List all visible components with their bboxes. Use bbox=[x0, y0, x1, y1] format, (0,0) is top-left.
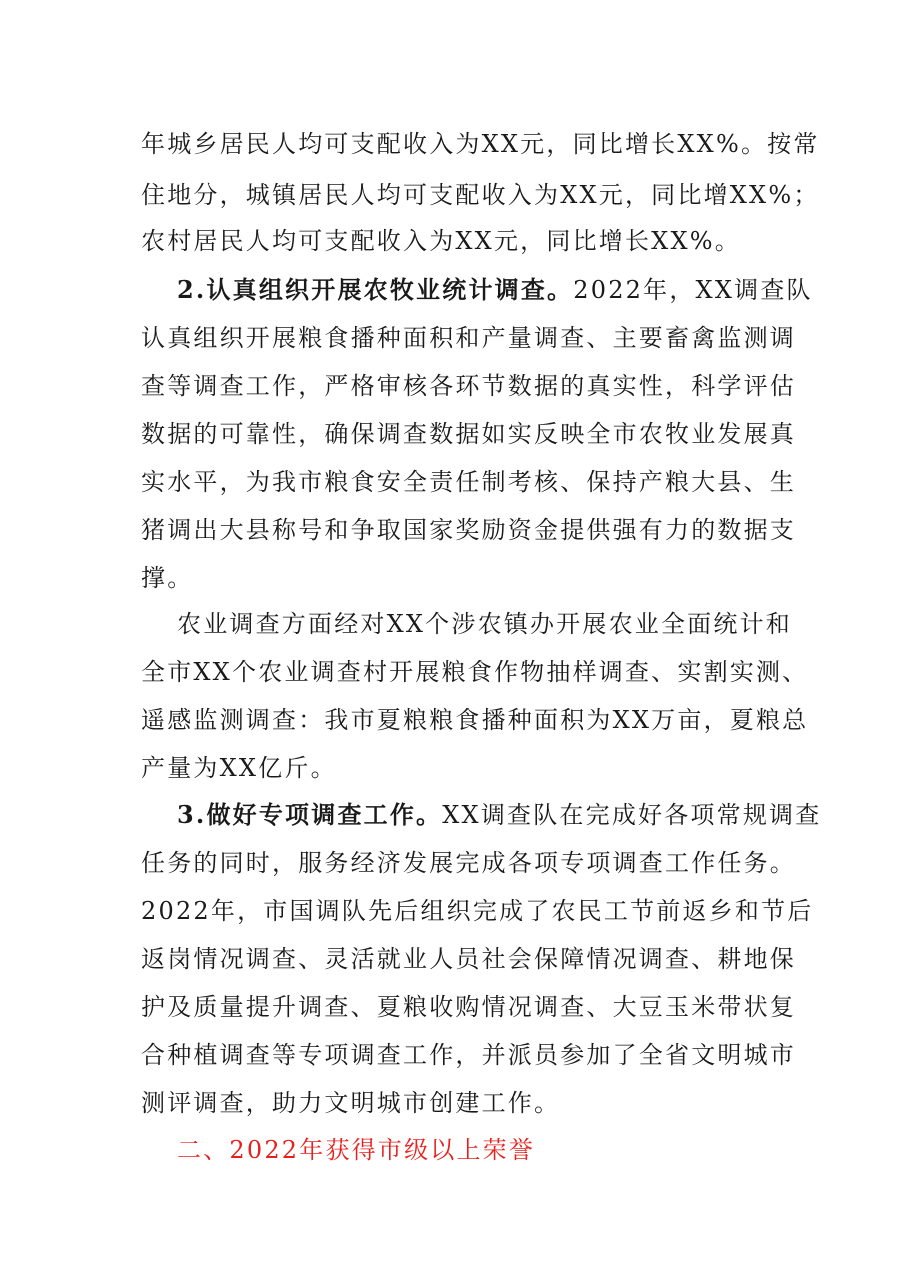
paragraph-line: 返岗情况调查、灵活就业人员社会保障情况调查、耕地保 bbox=[141, 945, 796, 973]
section-2-heading: 2.认真组织开展农牧业统计调查。 bbox=[177, 275, 574, 304]
paragraph-line: 合种植调查等专项调查工作，并派员参加了全省文明城市 bbox=[141, 1041, 796, 1069]
paragraph-line: 猪调出大县称号和争取国家奖励资金提供强有力的数据支 bbox=[141, 516, 796, 544]
paragraph-line: 遥感监测调查：我市夏粮粮食播种面积为XX万亩，夏粮总 bbox=[141, 706, 809, 734]
section-2-line bbox=[177, 270, 813, 310]
paragraph-line: 查等调查工作，严格审核各环节数据的真实性，科学评估 bbox=[141, 372, 796, 400]
paragraph-line: 任务的同时，服务经济发展完成各项专项调查工作任务。 bbox=[141, 849, 796, 877]
section-3-intro: XX调查队在完成好各项常规调查 bbox=[442, 801, 822, 829]
paragraph-line: 认真组织开展粮食播种面积和产量调查、主要畜禽监测调 bbox=[141, 324, 796, 352]
paragraph-line: 撑。 bbox=[141, 564, 194, 592]
paragraph-line: 数据的可靠性，确保调查数据如实反映全市农牧业发展真 bbox=[141, 420, 796, 448]
paragraph-line: 测评调查，助力文明城市创建工作。 bbox=[141, 1089, 561, 1117]
paragraph-line: 2022年，市国调队先后组织完成了农民工节前返乡和节后 bbox=[141, 897, 814, 925]
section-2-intro: 2022年，XX调查队 bbox=[573, 276, 813, 304]
paragraph-line: 实水平，为我市粮食安全责任制考核、保持产粮大县、生 bbox=[141, 468, 796, 496]
paragraph-line: 农业调查方面经对XX个涉农镇办开展农业全面统计和 bbox=[177, 610, 792, 638]
paragraph-line: 产量为XX亿斤。 bbox=[141, 754, 337, 782]
section-3-line bbox=[177, 795, 822, 835]
section-3-heading: 3.做好专项调查工作。 bbox=[177, 800, 443, 829]
paragraph-line: 全市XX个农业调查村开展粮食作物抽样调查、实割实测、 bbox=[141, 658, 809, 686]
paragraph-line: 年城乡居民人均可支配收入为XX元，同比增长XX%。按常 bbox=[141, 130, 820, 158]
paragraph-line: 农村居民人均可支配收入为XX元，同比增长XX%。 bbox=[141, 227, 741, 255]
paragraph-line: 护及质量提升调查、夏粮收购情况调查、大豆玉米带状复 bbox=[141, 993, 796, 1021]
paragraph-line: 住地分，城镇居民人均可支配收入为XX元，同比增XX%； bbox=[141, 181, 820, 209]
section-heading-honors: 二、2022年获得市级以上荣誉 bbox=[177, 1136, 536, 1164]
